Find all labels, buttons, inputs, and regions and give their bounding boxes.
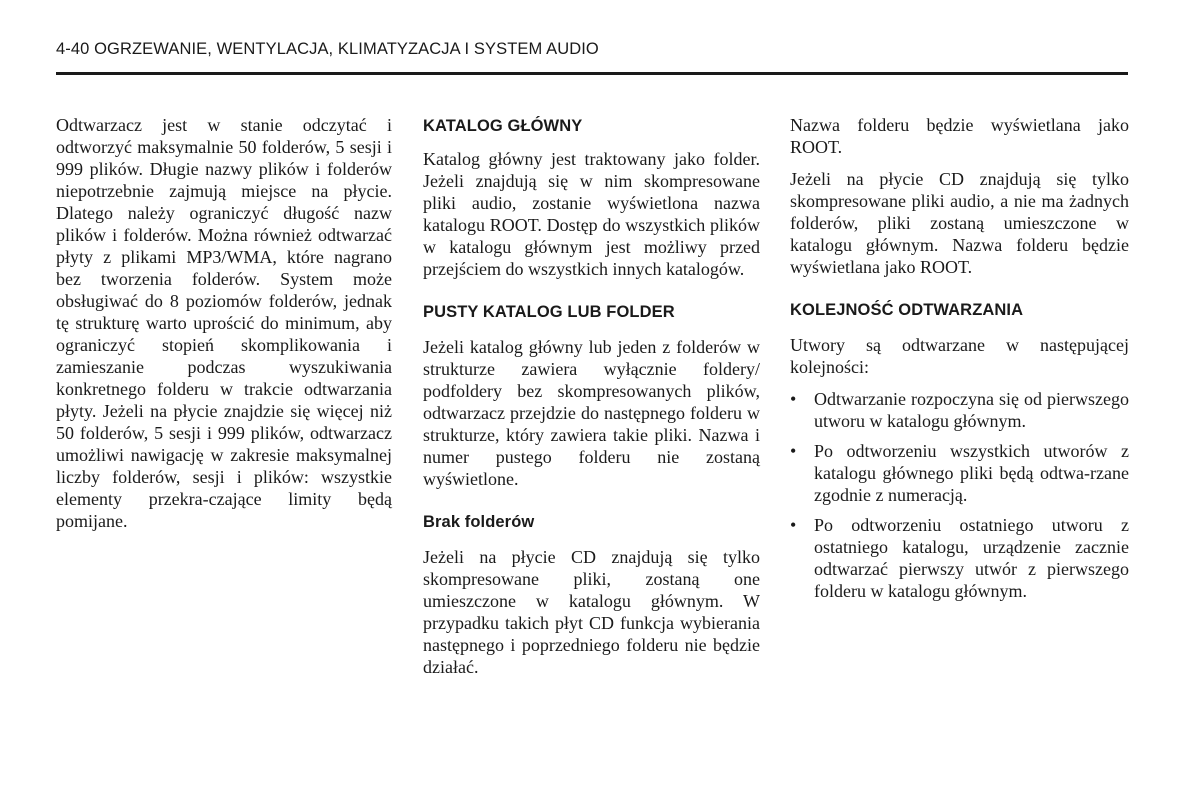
column-left xyxy=(56,114,392,542)
list-item xyxy=(790,388,1129,432)
heading-no-folders: Brak folderów xyxy=(423,513,535,531)
list-item xyxy=(790,514,1129,602)
header-rule xyxy=(56,72,1128,75)
list-item-text: Po odtworzeniu ostatniego utworu z ostatniego katalogu, urządzenie zacznie odtwarzać pierwszy utwór z pierwszego folderu w katalogu głównym. xyxy=(814,515,1129,601)
paragraph-root-name: Nazwa folderu będzie wyświetlana jako ROOT. xyxy=(790,115,1129,157)
paragraph-only-files: Jeżeli na płycie CD znajdują się tylko skompresowane pliki audio, a nie ma żadnych folderów, pliki zostaną umieszczone w katalogu głównym. Nazwa folderu będzie wyświetlana jako ROOT. xyxy=(790,169,1129,277)
heading-playback-order: KOLEJNOŚĆ ODTWARZANIA xyxy=(790,301,1024,319)
paragraph-no-folders: Jeżeli na płycie CD znajdują się tylko skompresowane pliki, zostaną one umieszczone w katalogu głównym. W przypadku takich płyt CD funkcja wybierania następnego i poprzedniego folderu nie będzie działać. xyxy=(423,547,760,677)
bullet-icon: • xyxy=(790,441,797,461)
list-item-text: Po odtworzeniu wszystkich utworów z katalogu głównego pliki będą odtwa-rzane zgodnie z numeracją. xyxy=(814,441,1129,505)
heading-empty-folder: PUSTY KATALOG LUB FOLDER xyxy=(423,303,675,321)
bullet-icon: • xyxy=(790,515,797,535)
paragraph-playback-order: Utwory są odtwarzane w następującej kolejności: xyxy=(790,335,1129,377)
column-right xyxy=(790,114,1129,610)
bullet-icon: • xyxy=(790,389,797,409)
paragraph-playback-limits: Odtwarzacz jest w stanie odczytać i odtworzyć maksymalnie 50 folderów, 5 sesji i 999 plików. Długie nazwy plików i folderów niepotrzebnie zajmują miejsce na płycie. Dlatego należy ograniczyć długość nazw plików i folderów. Można również odtwarzać płyty z plikami MP3/WMA, które nagrano bez tworzenia folderów. System może obsługiwać do 8 poziomów folderów, jednak tę strukturę warto uprościć do minimum, aby ograniczyć stopień skomplikowania i zamieszanie podczas wyszukiwania konkretnego folderu w trakcie odtwarzania płyty. Jeżeli na płycie znajdzie się więcej niż 50 folderów, 5 sesji i 999 plików, odtwarzacz umożliwi nawigację w zakresie maksymalnej liczby folderów, sesji i plików: wszystkie elementy przekra-czające limity będą pomijane. xyxy=(56,115,392,531)
list-item-text: Odtwarzanie rozpoczyna się od pierwszego utworu w katalogu głównym. xyxy=(814,389,1129,431)
paragraph-empty-folder: Jeżeli katalog główny lub jeden z folderów w strukturze zawiera wyłącznie foldery/ podfoldery bez skompresowanych plików, odtwarzacz przejdzie do następnego folderu w strukturze, który zawiera takie pliki. Nazwa i numer pustego folderu nie zostaną wyświetlone. xyxy=(423,337,760,489)
list-item xyxy=(790,440,1129,506)
column-middle xyxy=(423,114,760,688)
page-header: 4-40 OGRZEWANIE, WENTYLACJA, KLIMATYZACJA I SYSTEM AUDIO xyxy=(56,40,599,58)
paragraph-root-catalog: Katalog główny jest traktowany jako folder. Jeżeli znajdują się w nim skompresowane pliki audio, zostanie wyświetlona nazwa katalogu ROOT. Dostęp do wszystkich plików w katalogu głównym jest możliwy przed przejściem do wszystkich innych katalogów. xyxy=(423,149,760,279)
playback-order-list xyxy=(790,388,1129,602)
heading-root-catalog: KATALOG GŁÓWNY xyxy=(423,117,583,135)
